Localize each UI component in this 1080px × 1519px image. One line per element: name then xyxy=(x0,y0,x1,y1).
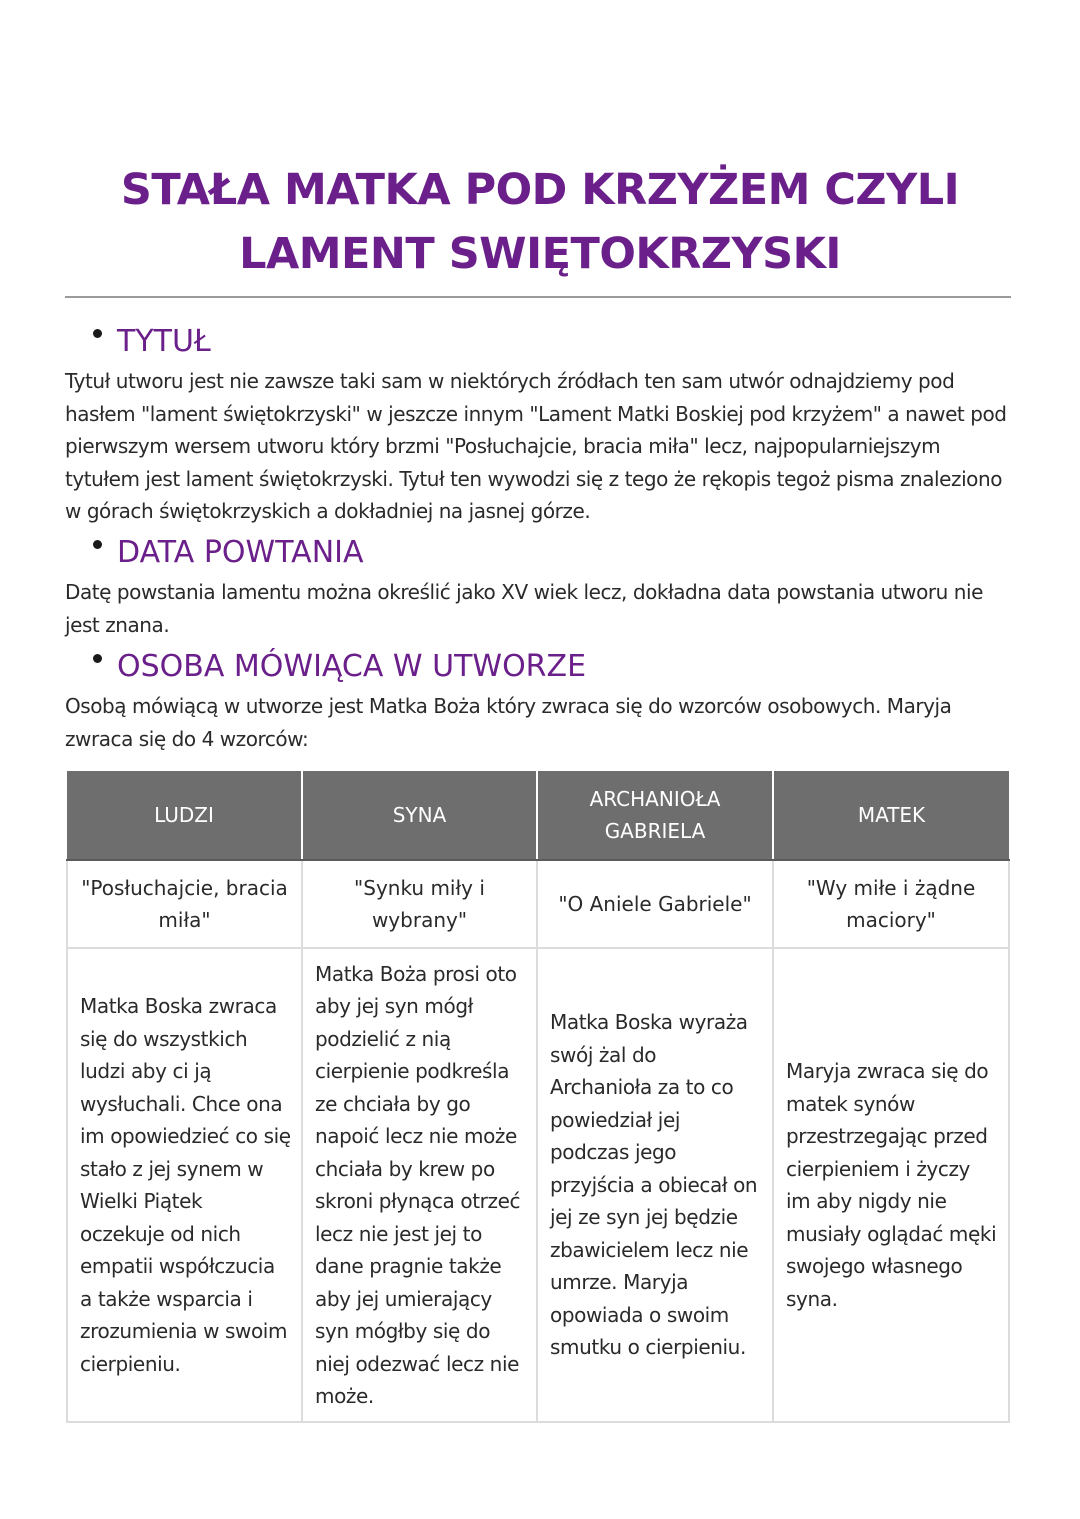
section-heading-date xyxy=(93,535,364,571)
section-heading-label: TYTUŁ xyxy=(117,324,211,359)
bullet-icon xyxy=(93,329,102,338)
quote-cell: "O Aniele Gabriele" xyxy=(537,860,773,948)
quote-cell: "Wy miłe i żądne maciory" xyxy=(773,860,1009,948)
table-header-cell: LUDZI xyxy=(67,771,302,860)
description-cell: Matka Boska wyraża swój żal do Archanioła za to co powiedział jej podczas jego przyjścia a obiecał on jej ze syn jej będzie zbawicielem lecz nie umrze. Maryja opowiada o swoim smutku o cierpieniu. xyxy=(537,948,773,1422)
description-cell: Matka Boża prosi oto aby jej syn mógł podzielić z nią cierpienie podkreśla ze chciała by go napoić lecz nie może chciała by krew po skroni płynąca otrzeć lecz nie jest jej to dane pragnie także aby jej umierający syn mógłby się do niej odezwać lecz nie może. xyxy=(302,948,537,1422)
description-cell: Maryja zwraca się do matek synów przestrzegając przed cierpieniem i życzy im aby nigdy nie musiały oglądać męki swojego własnego syna. xyxy=(773,948,1009,1422)
title-divider xyxy=(65,296,1011,298)
section-heading-speaker xyxy=(93,649,586,685)
section-heading-label: DATA POWTANIA xyxy=(117,535,364,570)
section-heading-label: OSOBA MÓWIĄCA W UTWORZE xyxy=(117,649,587,684)
table-header-cell: MATEK xyxy=(773,771,1009,860)
table-header-cell: SYNA xyxy=(302,771,537,860)
quote-cell: "Synku miły i wybrany" xyxy=(302,860,537,948)
bullet-icon xyxy=(93,540,102,549)
table-row xyxy=(67,948,1009,1422)
bullet-icon xyxy=(93,654,102,663)
section-heading-title xyxy=(93,324,211,360)
section-paragraph-title: Tytuł utworu jest nie zawsze taki sam w niektórych źródłach ten sam utwór odnajdziemy pod hasłem "lament świętokrzyski" w jeszcze innym "Lament Matki Boskiej pod krzyżem" a nawet pod pierwszym wersem utworu który brzmi "Posłuchajcie, bracia miła" lecz, najpopularniejszym tytułem jest lament świętokrzyski. Tytuł ten wywodzi się z tego że rękopis tegoż pisma znaleziono w górach świętokrzyskich a dokładniej na jasnej górze. xyxy=(65,369,1007,524)
quote-cell: "Posłuchajcie, bracia miła" xyxy=(67,860,302,948)
table-header-cell: ARCHANIOŁA GABRIELA xyxy=(537,771,773,860)
section-paragraph-date: Datę powstania lamentu można określić jako XV wiek lecz, dokładna data powstania utworu nie jest znana. xyxy=(65,580,983,637)
table-header-row xyxy=(67,771,1009,860)
addressees-table xyxy=(66,771,1010,1423)
table-row xyxy=(67,860,1009,948)
section-paragraph-speaker: Osobą mówiącą w utworze jest Matka Boża który zwraca się do wzorców osobowych. Maryja zwraca się do 4 wzorców: xyxy=(65,694,952,751)
page-title: STAŁA MATKA POD KRZYŻEM CZYLI LAMENT SWIĘTOKRZYSKI xyxy=(120,165,960,279)
description-cell: Matka Boska zwraca się do wszystkich ludzi aby ci ją wysłuchali. Chce ona im opowiedzieć co się stało z jej synem w Wielki Piątek oczekuje od nich empatii współczucia a także wsparcia i zrozumienia w swoim cierpieniu. xyxy=(67,948,302,1422)
